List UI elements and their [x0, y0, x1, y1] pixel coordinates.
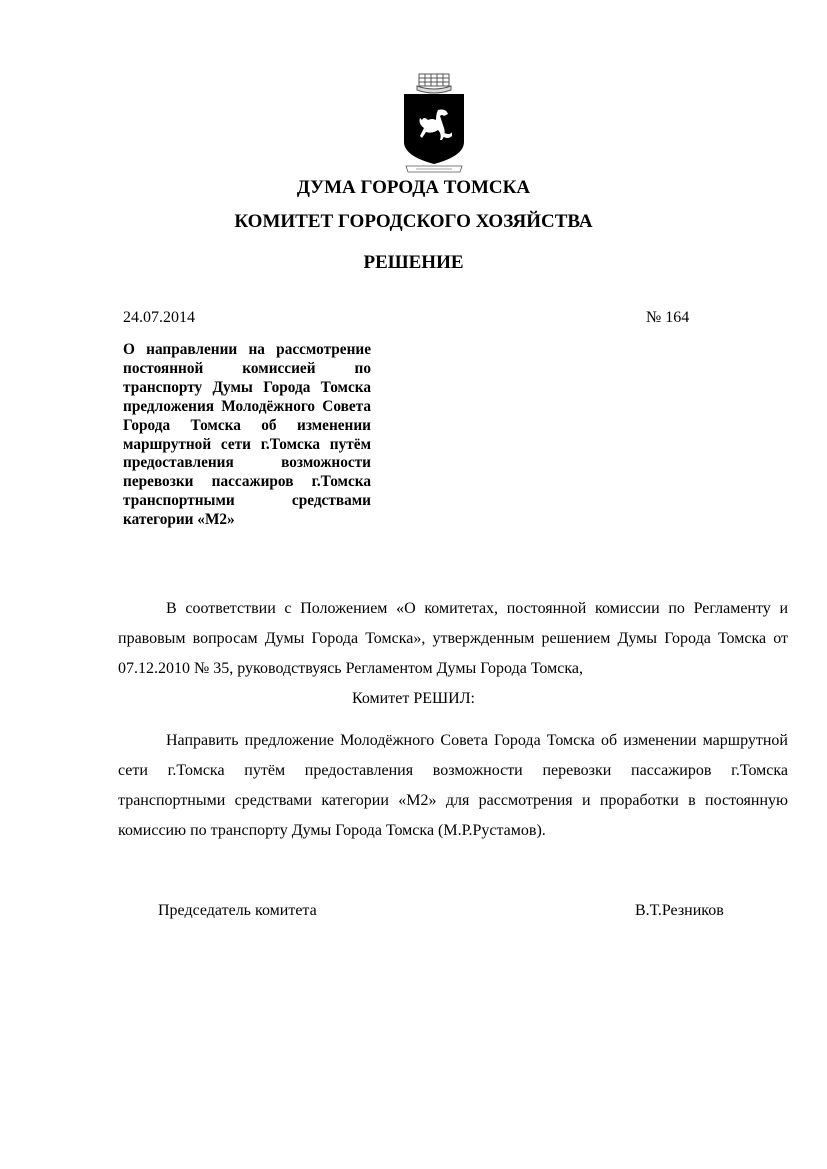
preamble-paragraph: В соответствии с Положением «О комитетах, постоянной комиссии по Регламенту и правовым вопросам Думы Города Томска», утвержденным решением Думы Города Томска от 07.12.2010 № 35, руководствуясь Регламентом Думы Города Томска,	[118, 600, 788, 677]
document-number: № 164	[646, 309, 690, 326]
document-subject: О направлении на рассмотрение постоянной комиссией по транспорту Думы Города Томска предложения Молодёжного Совета Города Томска об изменении маршрутной сети г.Томска путём предоставления возможности перевозки пассажиров г.Томска транспортными средствами категории «М2»	[123, 341, 371, 529]
committee-title: КОМИТЕТ ГОРОДСКОГО ХОЗЯЙСТВА	[234, 211, 593, 232]
signatory-name: В.Т.Резников	[635, 902, 724, 919]
tomsk-coat-of-arms-icon	[402, 70, 466, 178]
decided-line: Комитет РЕШИЛ:	[351, 690, 475, 707]
document-date: 24.07.2014	[123, 309, 195, 326]
organization-title: ДУМА ГОРОДА ТОМСКА	[296, 177, 531, 198]
motto-ribbon-icon	[406, 166, 462, 172]
crown-icon	[417, 74, 451, 93]
document-type: РЕШЕНИЕ	[363, 252, 464, 273]
resolution-paragraph: Направить предложение Молодёжного Совета Города Томска об изменении маршрутной сети г.Томска путём предоставления возможности перевозки пассажиров г.Томска транспортными средствами категории «М2» для рассмотрения и проработки в постоянную комиссию по транспорту Думы Города Томска (М.Р.Рустамов).	[118, 732, 788, 839]
signatory-role: Председатель комитета	[158, 902, 317, 919]
